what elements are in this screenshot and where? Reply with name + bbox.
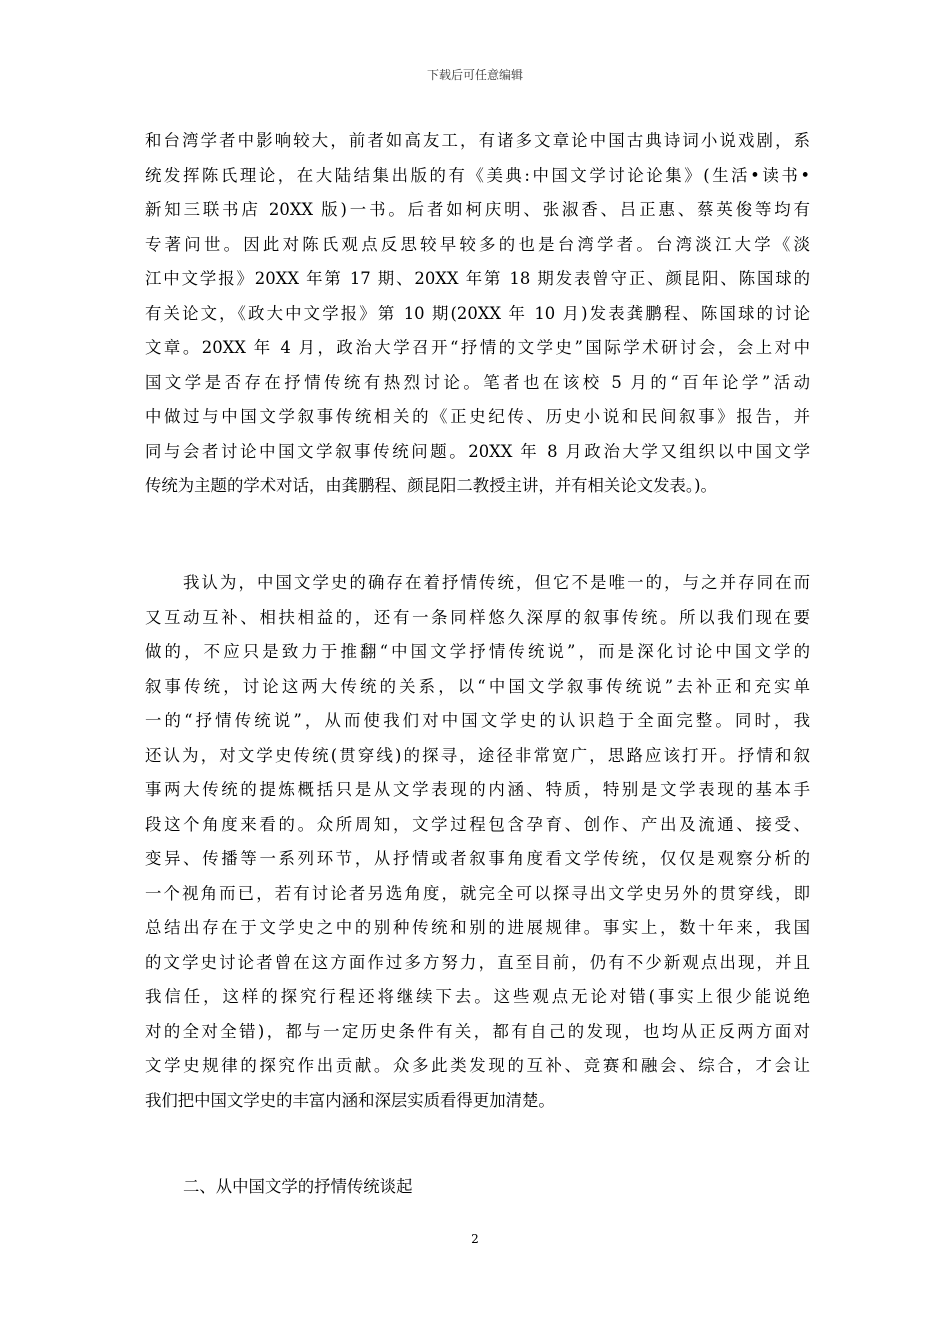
- text-line: 国文学是否存在抒情传统有热烈讨论。笔者也在该校 5 月的“百年论学”活动: [145, 372, 810, 392]
- text-line: 有关论文，《政大中文学报》第 10 期(20XX 年 10 月)发表龚鹏程、陈国球的讨论: [145, 303, 810, 323]
- text-line: 叙事传统，讨论这两大传统的关系，以“中国文学叙事传统说”去补正和充实单: [145, 676, 810, 696]
- text-line: 又互动互补、相扶相益的，还有一条同样悠久深厚的叙事传统。所以我们现在要: [145, 607, 810, 627]
- text-line: 变异、传播等一系列环节，从抒情或者叙事角度看文学传统，仅仅是观察分析的: [145, 849, 810, 868]
- text-line: 我认为，中国文学史的确存在着抒情传统，但它不是唯一的，与之并存同在而: [183, 573, 810, 592]
- text-line: 段这个角度来看的。众所周知，文学过程包含孕育、创作、产出及流通、接受、: [145, 814, 810, 834]
- text-line: 我们把中国文学史的丰富内涵和深层实质看得更加清楚。: [145, 1090, 555, 1110]
- text-line: 同与会者讨论中国文学叙事传统问题。20XX 年 8 月政治大学又组织以中国文学: [145, 441, 810, 461]
- text-line: 传统为主题的学术对话，由龚鹏程、颜昆阳二教授主讲，并有相关论文发表。)。: [145, 476, 717, 495]
- text-line: 新知三联书店 20XX 版)一书。后者如柯庆明、张淑香、吕正惠、蔡英俊等均有: [145, 200, 810, 219]
- text-line: 专著问世。因此对陈氏观点反思较早较多的也是台湾学者。台湾淡江大学《淡: [145, 234, 810, 254]
- text-line: 中做过与中国文学叙事传统相关的《正史纪传、历史小说和民间叙事》报告，并: [145, 407, 810, 426]
- text-line: 江中文学报》20XX 年第 17 期、20XX 年第 18 期发表曾守正、颜昆阳、陈国球的: [145, 269, 810, 288]
- text-line: 总结出存在于文学史之中的别种传统和别的进展规律。事实上，数十年来，我国: [145, 918, 810, 937]
- text-line: 文学史规律的探究作出贡献。众多此类发现的互补、竞赛和融会、综合，才会让: [145, 1056, 810, 1075]
- text-line: 和台湾学者中影响较大，前者如高友工，有诸多文章论中国古典诗词小说戏剧，系: [145, 131, 810, 150]
- text-line: 文章。20XX 年 4 月，政治大学召开“抒情的文学史”国际学术研讨会，会上对中: [145, 338, 810, 357]
- text-line: 做的，不应只是致力于推翻“中国文学抒情传统说”，而是深化讨论中国文学的: [145, 642, 810, 661]
- text-line: 还认为，对文学史传统(贯穿线)的探寻，途径非常宽广，思路应该打开。抒情和叙: [145, 745, 810, 765]
- text-line: 一的“抒情传统说”，从而使我们对中国文学史的认识趋于全面完整。同时，我: [145, 711, 810, 730]
- text-line: 对的全对全错)，都与一定历史条件有关，都有自己的发现，也均从正反两方面对: [145, 1021, 810, 1041]
- page-number: 2: [471, 1232, 479, 1246]
- text-line: 的文学史讨论者曾在这方面作过多方努力，直至目前，仍有不少新观点出现，并且: [145, 952, 810, 972]
- page-header: 下载后可任意编辑: [426, 68, 523, 82]
- text-line: 统发挥陈氏理论，在大陆结集出版的有《美典:中国文学讨论论集》(生活•读书•: [145, 165, 810, 185]
- text-line: 我信任，这样的探究行程还将继续下去。这些观点无论对错(事实上很少能说绝: [145, 987, 810, 1006]
- section-heading: 二、从中国文学的抒情传统谈起: [183, 1177, 413, 1196]
- text-line: 一个视角而已，若有讨论者另选角度，就完全可以探寻出文学史另外的贯穿线，即: [145, 883, 810, 903]
- paragraph-1: [145, 124, 810, 504]
- text-line: 事两大传统的提炼概括只是从文学表现的内涵、特质，特别是文学表现的基本手: [145, 780, 810, 799]
- paragraph-2: [145, 566, 810, 1118]
